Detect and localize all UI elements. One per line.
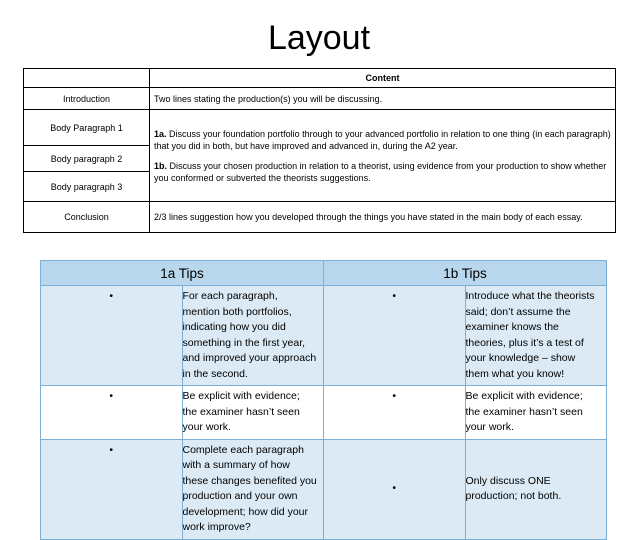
row-label-body-1: Body Paragraph 1 (24, 110, 150, 146)
body-content-1b (154, 160, 611, 184)
row-text-introduction: Two lines stating the production(s) you will be discussing. (150, 88, 616, 110)
tips-table (40, 260, 607, 540)
body-content-1b-text: Discuss your chosen production in relation to a theorist, using evidence from your production to show whether you conformed or subverted the theorists suggestions. (154, 160, 607, 183)
row-label-introduction: Introduction (24, 88, 150, 110)
tips-row (41, 386, 607, 440)
row-text-body-paragraphs (150, 110, 616, 202)
tip-1b: Be explicit with evidence; the examiner hasn’t seen your work. (465, 386, 607, 440)
layout-row-conclusion (24, 202, 616, 233)
body-content-1a-text: Discuss your foundation portfolio through to your advanced portfolio in relation to one thing (in each paragraph) that you did in both, but have improved and advanced in, during the A2 year. (154, 128, 611, 151)
layout-table (23, 68, 616, 233)
bullet-icon: • (41, 439, 183, 539)
bullet-icon: • (324, 286, 466, 386)
layout-header-content: Content (150, 69, 616, 88)
body-content-1a (154, 128, 611, 152)
tip-1a: Complete each paragraph with a summary of how these changes benefited you production and your own development; how did your work improve? (182, 439, 324, 539)
bullet-icon: • (324, 439, 466, 539)
page-title: Layout (267, 19, 371, 57)
tips-header-1b: 1b Tips (324, 261, 607, 286)
tip-1a: For each paragraph, mention both portfolios, indicating how you did something in the first year, and improved your approach in the second. (182, 286, 324, 386)
bullet-icon: • (41, 286, 183, 386)
tips-header-row (41, 261, 607, 286)
row-label-body-3: Body paragraph 3 (24, 172, 150, 202)
body-content-1a-prefix: 1a. (154, 128, 167, 139)
layout-header-row (24, 69, 616, 88)
layout-row-body-1 (24, 110, 616, 146)
bullet-icon: • (324, 386, 466, 440)
row-text-conclusion: 2/3 lines suggestion how you developed through the things you have stated in the main body of each essay. (150, 202, 616, 233)
layout-row-introduction (24, 88, 616, 110)
tips-row (41, 439, 607, 539)
tips-row (41, 286, 607, 386)
tip-1b: Introduce what the theorists said; don’t assume the examiner knows the theories, plus it’s a test of your knowledge – show them what you know! (465, 286, 607, 386)
layout-header-empty-cell (24, 69, 150, 88)
tips-header-1a: 1a Tips (41, 261, 324, 286)
body-content-1b-prefix: 1b. (154, 160, 168, 171)
tip-1b: Only discuss ONE production; not both. (465, 439, 607, 539)
bullet-icon: • (41, 386, 183, 440)
row-label-conclusion: Conclusion (24, 202, 150, 233)
tip-1a: Be explicit with evidence; the examiner hasn’t seen your work. (182, 386, 324, 440)
row-label-body-2: Body paragraph 2 (24, 146, 150, 172)
